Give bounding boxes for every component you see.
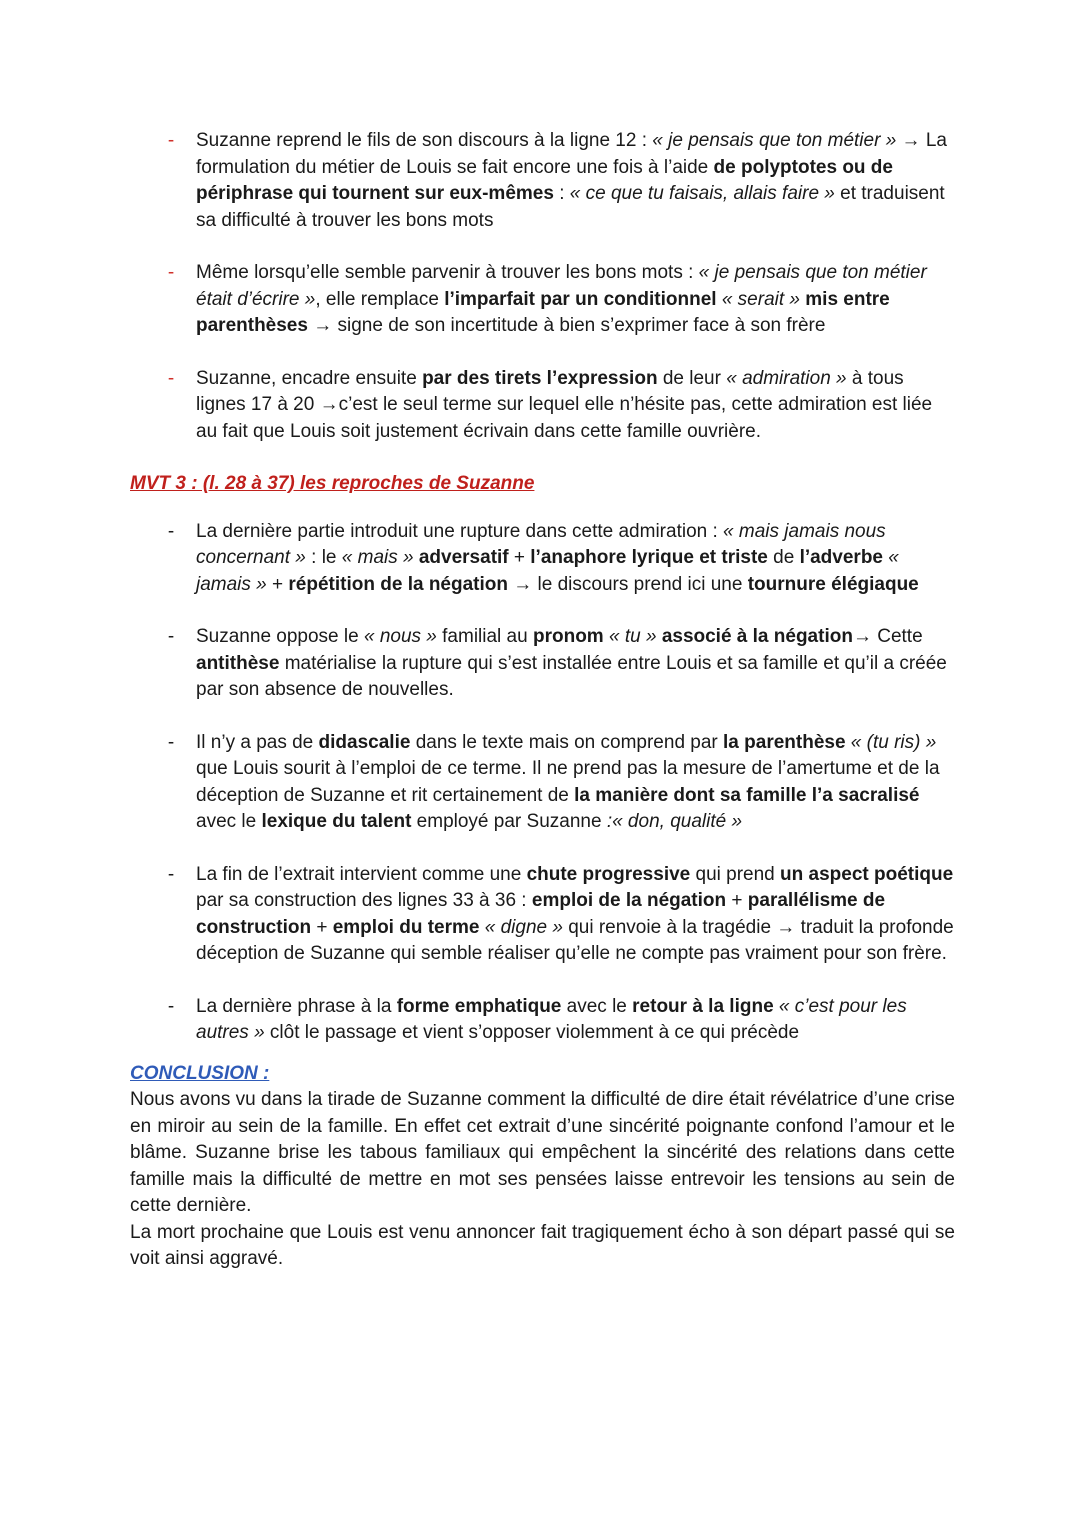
bold-text: pronom: [532, 626, 604, 647]
text-run: matérialise la rupture qui s’est installée entre Louis et sa famille et qu’il a créée par son absence de nouvelles.: [196, 652, 947, 700]
text-run: dans le texte mais on comprend par: [410, 731, 724, 753]
text-run: Même lorsqu’elle semble parvenir à trouver les bons mots :: [196, 262, 699, 283]
bold-text: retour à la ligne: [632, 995, 774, 1017]
text-run: Suzanne, encadre ensuite: [196, 367, 423, 389]
text-run: → le discours prend ici une: [507, 573, 748, 595]
bold-text: lexique du talent: [261, 811, 412, 832]
bold-text: emploi du terme: [332, 916, 480, 938]
list-dash: -: [167, 995, 175, 1017]
bold-text: répétition de la négation: [288, 573, 508, 595]
list-item: [130, 994, 955, 1047]
text-run: clôt le passage et vient s’opposer violemment à ce qui précède: [264, 1022, 800, 1043]
list-item-text: [196, 519, 955, 599]
bold-text: adversatif: [413, 547, 509, 568]
quote-text: « jamais »: [196, 547, 899, 595]
document-page: [130, 128, 955, 1273]
text-run: La dernière partie introduit une rupture dans cette admiration :: [196, 520, 724, 542]
quote-text: « mais »: [341, 547, 414, 568]
bold-text: la manière dont sa famille l’a sacralisé: [574, 784, 920, 806]
list-item: [130, 128, 955, 234]
quote-text: « serait »: [716, 288, 806, 310]
list-item-text: [196, 624, 955, 704]
bullet-list-mvt3: [130, 519, 955, 1047]
text-run: que Louis sourit à l’emploi de ce terme. Il ne prend pas la mesure de l’amertume et de la déception de Suzanne et rit certainement de: [196, 758, 940, 806]
text-run: → signe de son incertitude à bien s’exprimer face à son frère: [307, 315, 826, 336]
list-item-text: [196, 260, 955, 340]
text-run: La fin de l’extrait intervient comme une: [196, 863, 527, 885]
bold-text: un aspect poétique: [780, 863, 954, 885]
text-run: avec le: [561, 995, 633, 1017]
text-run: Suzanne oppose le: [196, 626, 364, 647]
bold-text: de polyptotes ou de périphrase qui tournent sur eux-mêmes: [196, 156, 893, 204]
text-run: et traduisent sa difficulté à trouver les bons mots: [196, 183, 945, 231]
list-item: [130, 730, 955, 836]
bold-text: tournure élégiaque: [747, 573, 919, 595]
list-dash: -: [167, 731, 175, 753]
text-run: familial au: [436, 626, 533, 647]
bold-text: l’adverbe: [799, 547, 883, 568]
quote-text: « je pensais que ton métier était d’écrire »: [196, 262, 927, 310]
bold-text: par des tirets l’expression: [422, 367, 658, 389]
list-dash: -: [167, 367, 175, 389]
list-item: [130, 862, 955, 968]
list-dash: -: [167, 863, 175, 885]
quote-text: « nous »: [363, 626, 437, 647]
quote-text: « c’est pour les autres »: [196, 995, 907, 1043]
bold-text: l’anaphore lyrique et triste: [530, 547, 768, 568]
list-item-text: [196, 862, 955, 968]
quote-text: « (tu ris) »: [845, 731, 937, 753]
list-item-text: [196, 994, 955, 1047]
bold-text: antithèse: [196, 652, 280, 674]
text-run: par sa construction des lignes 33 à 36 :: [196, 890, 532, 911]
conclusion-paragraph: Nous avons vu dans la tirade de Suzanne comment la difficulté de dire était révélatrice d’une crise en miroir au sein de la famille. En effet cet extrait d’une sincérité poignante confond l’amour et le blâme. Suzanne brise les tabous familiaux qui empêchent la sincérité des relations dans cette famille mais la difficulté de mettre en mot ses pensées laisse entrevoir les tensions au sein de cette dernière.: [130, 1089, 955, 1216]
text-run: Cette: [871, 626, 923, 647]
section-heading-mvt3: MVT 3 : (l. 28 à 37) les reproches de Suzanne: [130, 473, 535, 494]
bullet-list-top: [130, 128, 955, 445]
bold-text: parallélisme de construction: [196, 890, 886, 938]
bold-text: associé à la négation→: [661, 626, 872, 647]
bold-text: chute progressive: [526, 863, 691, 885]
quote-text: :« don, qualité »: [606, 811, 743, 832]
bold-text: mis entre parenthèses: [196, 288, 890, 336]
bold-text: l’imparfait par un conditionnel: [444, 288, 717, 310]
text-run: , elle remplace: [315, 288, 445, 310]
conclusion-paragraph: La mort prochaine que Louis est venu annoncer fait tragiquement écho à son départ passé qui se voit ainsi aggravé.: [130, 1221, 955, 1269]
bold-text: la parenthèse: [723, 731, 846, 753]
text-run: Suzanne reprend le fils de son discours à la ligne 12 :: [196, 130, 653, 151]
quote-text: « digne »: [479, 916, 563, 938]
text-run: +: [311, 916, 333, 938]
quote-text: « je pensais que ton métier »: [652, 130, 902, 151]
list-item-text: [196, 366, 955, 446]
list-item: [130, 624, 955, 704]
text-run: La dernière phrase à la: [196, 995, 397, 1017]
text-run: +: [726, 890, 748, 911]
list-dash: -: [167, 130, 175, 151]
list-dash: -: [167, 626, 175, 647]
text-run: avec le: [196, 811, 262, 832]
text-run: :: [553, 183, 570, 204]
text-run: qui renvoie à la tragédie → traduit la profonde déception de Suzanne qui semble réaliser qu’elle ne compte pas vraiment pour son frère.: [196, 916, 954, 964]
list-dash: -: [167, 520, 175, 542]
bold-text: forme emphatique: [396, 995, 562, 1017]
text-run: qui prend: [690, 863, 781, 885]
bold-text: emploi de la négation: [531, 890, 727, 911]
text-run: : le: [305, 547, 342, 568]
text-run: de leur: [657, 367, 727, 389]
list-item: [130, 519, 955, 599]
list-item-text: [196, 730, 955, 836]
list-item: [130, 260, 955, 340]
list-item-text: [196, 128, 955, 234]
text-run: à tous lignes 17 à 20 →c’est le seul terme sur lequel elle n’hésite pas, cette admiration est liée au fait que Louis soit justement écrivain dans cette famille ouvrière.: [196, 367, 933, 442]
list-item: [130, 366, 955, 446]
text-run: Il n’y a pas de: [196, 731, 319, 753]
text-run: employé par Suzanne: [411, 811, 607, 832]
text-run: +: [508, 547, 531, 568]
quote-text: « tu »: [603, 626, 662, 647]
quote-text: « ce que tu faisais, allais faire »: [569, 183, 835, 204]
quote-text: « mais jamais nous concernant »: [196, 520, 886, 568]
conclusion-heading: CONCLUSION :: [130, 1062, 270, 1084]
text-run: La formulation du métier de Louis se fait encore une fois à l’aide: [196, 130, 947, 178]
conclusion-section: [130, 1061, 955, 1273]
text-run: →: [901, 130, 926, 151]
list-dash: -: [167, 262, 175, 283]
text-run: +: [266, 573, 289, 595]
text-run: de: [767, 547, 800, 568]
bold-text: didascalie: [318, 731, 411, 753]
quote-text: « admiration »: [726, 367, 847, 389]
